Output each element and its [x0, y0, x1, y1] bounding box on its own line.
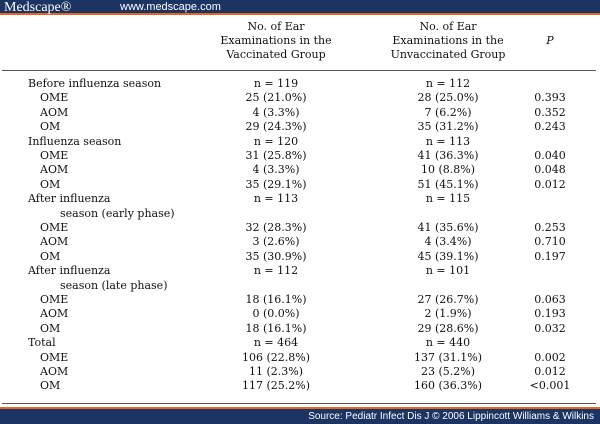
header-line: No. of Ear	[419, 20, 477, 33]
unvaccinated-value: 23 (5.2%)	[420, 365, 476, 378]
vaccinated-value: 0 (0.0%)	[252, 307, 300, 321]
table-row	[0, 77, 600, 91]
unvaccinated-value: 4 (3.4%)	[424, 235, 472, 249]
header-rule	[2, 70, 596, 71]
p-value: 0.393	[534, 91, 566, 105]
row-label: season (late phase)	[60, 278, 168, 292]
unvaccinated-value: n = 112	[425, 77, 471, 90]
row-label: OME	[40, 293, 69, 306]
table-row	[0, 221, 600, 235]
row-label: Before influenza season	[28, 77, 162, 90]
p-value: 0.197	[534, 249, 566, 263]
table-row	[0, 279, 600, 293]
unvaccinated-value: 2 (1.9%)	[424, 307, 472, 321]
unvaccinated-value: 160 (36.3%)	[413, 379, 483, 393]
header-line: Examinations in the	[220, 34, 332, 47]
row-label: season (early phase)	[60, 206, 175, 220]
col-header-p: P	[546, 34, 554, 47]
row-label: OM	[40, 321, 61, 335]
vaccinated-value: n = 119	[253, 77, 299, 90]
table-row	[0, 307, 600, 321]
row-label: OM	[40, 249, 61, 263]
unvaccinated-value: 29 (28.6%)	[417, 321, 479, 335]
table-row	[0, 322, 600, 336]
row-label: AOM	[40, 365, 69, 378]
p-value: 0.063	[534, 293, 566, 306]
unvaccinated-value: 7 (6.2%)	[424, 105, 472, 119]
p-value: 0.352	[534, 105, 566, 119]
bottom-rule	[2, 403, 596, 404]
table-row	[0, 192, 600, 206]
row-label: After influenza	[28, 192, 111, 206]
table-row	[0, 106, 600, 120]
unvaccinated-value: 35 (31.2%)	[417, 120, 479, 134]
table-row	[0, 336, 600, 350]
unvaccinated-value: 41 (35.6%)	[417, 221, 479, 234]
vaccinated-value: 4 (3.3%)	[252, 163, 300, 177]
row-label: OME	[40, 221, 69, 234]
row-label: OM	[40, 177, 61, 191]
vaccinated-value: 35 (29.1%)	[245, 177, 307, 191]
table-row	[0, 293, 600, 307]
p-value: 0.002	[534, 350, 566, 364]
table-row	[0, 149, 600, 163]
vaccinated-value: 18 (16.1%)	[245, 321, 307, 335]
unvaccinated-value: 27 (26.7%)	[417, 293, 479, 306]
unvaccinated-value: 137 (31.1%)	[413, 350, 483, 364]
table-row	[0, 163, 600, 177]
table-row	[0, 135, 600, 149]
row-label: Influenza season	[28, 134, 122, 148]
table-row	[0, 351, 600, 365]
row-label: OM	[40, 120, 61, 134]
row-label: AOM	[40, 163, 69, 177]
vaccinated-value: 3 (2.6%)	[252, 235, 300, 249]
header-bar	[0, 0, 600, 15]
table-row	[0, 379, 600, 393]
vaccinated-value: n = 112	[253, 264, 299, 278]
vaccinated-value: n = 464	[253, 336, 299, 350]
unvaccinated-value: n = 115	[425, 192, 471, 206]
unvaccinated-value: 28 (25.0%)	[417, 91, 479, 105]
table-row	[0, 264, 600, 278]
p-value: 0.048	[534, 163, 566, 177]
row-label: After influenza	[28, 264, 111, 278]
source-citation: Source: Pediatr Infect Dis J © 2006 Lippincott Williams & Wilkins	[308, 411, 594, 422]
row-label: AOM	[40, 235, 69, 249]
vaccinated-value: 11 (2.3%)	[248, 365, 304, 378]
medscape-logo[interactable]: Medscape®	[4, 0, 72, 15]
unvaccinated-value: n = 101	[425, 264, 471, 278]
p-value: 0.012	[534, 365, 566, 378]
vaccinated-value: 35 (30.9%)	[245, 249, 307, 263]
unvaccinated-value: 51 (45.1%)	[417, 177, 479, 191]
table-row	[0, 235, 600, 249]
p-value: <0.001	[529, 379, 571, 393]
vaccinated-value: n = 113	[253, 192, 299, 206]
table-row	[0, 91, 600, 105]
row-label: OM	[40, 379, 61, 393]
unvaccinated-value: n = 440	[425, 336, 471, 350]
p-value: 0.710	[534, 235, 566, 249]
p-value: 0.012	[534, 177, 566, 191]
header-line: Unvaccinated Group	[390, 48, 506, 61]
table-row	[0, 120, 600, 134]
row-label: OME	[40, 149, 69, 162]
header-line: Examinations in the	[392, 34, 504, 47]
vaccinated-value: 32 (28.3%)	[245, 221, 307, 234]
vaccinated-value: 4 (3.3%)	[252, 105, 300, 119]
p-value: 0.032	[534, 321, 566, 335]
table-row	[0, 178, 600, 192]
p-value: 0.193	[534, 307, 566, 321]
header-line: Vaccinated Group	[226, 48, 326, 61]
vaccinated-value: 31 (25.8%)	[245, 149, 307, 162]
unvaccinated-value: n = 113	[425, 134, 471, 148]
vaccinated-value: 25 (21.0%)	[245, 91, 307, 105]
site-url[interactable]: www.medscape.com	[120, 1, 221, 13]
vaccinated-value: 18 (16.1%)	[245, 293, 307, 306]
table-row	[0, 365, 600, 379]
p-value: 0.040	[534, 149, 566, 162]
row-label: AOM	[40, 307, 69, 321]
vaccinated-value: 106 (22.8%)	[241, 350, 311, 364]
table-row	[0, 250, 600, 264]
vaccinated-value: n = 120	[253, 134, 299, 148]
unvaccinated-value: 10 (8.8%)	[420, 163, 476, 177]
vaccinated-value: 29 (24.3%)	[245, 120, 307, 134]
row-label: OME	[40, 91, 69, 105]
header-line: No. of Ear	[247, 20, 305, 33]
p-value: 0.253	[534, 221, 566, 234]
table-row	[0, 207, 600, 221]
p-value: 0.243	[534, 120, 566, 134]
col-header-vaccinated	[191, 20, 361, 62]
footer-bar	[0, 407, 600, 424]
row-label: OME	[40, 350, 69, 364]
row-label: AOM	[40, 105, 69, 119]
row-label: Total	[28, 336, 56, 350]
unvaccinated-value: 41 (36.3%)	[417, 149, 479, 162]
vaccinated-value: 117 (25.2%)	[241, 379, 311, 393]
unvaccinated-value: 45 (39.1%)	[417, 249, 479, 263]
